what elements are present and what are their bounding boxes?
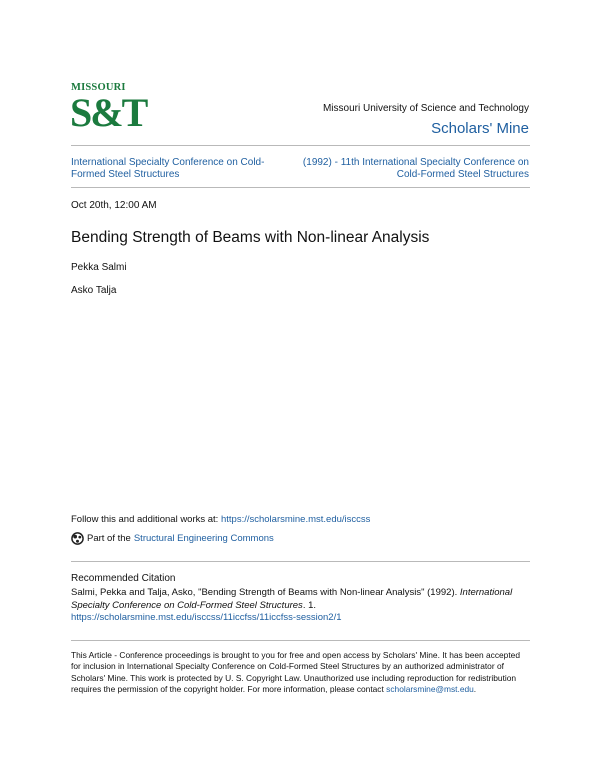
part-of-line (71, 532, 274, 545)
citation-suffix: . 1. (302, 599, 317, 611)
citation-journal: International Specialty Conference on Cold-Formed Steel Structures (71, 587, 513, 611)
contact-email-link[interactable]: scholarsmine@mst.edu (386, 683, 474, 694)
structural-engineering-commons-link[interactable]: Structural Engineering Commons (133, 533, 274, 544)
follow-line (71, 514, 370, 525)
missouri-st-logo (70, 82, 147, 138)
notice-end: . (473, 683, 477, 694)
recommended-citation-heading: Recommended Citation (71, 573, 176, 584)
follow-prefix: Follow this and additional works at: (71, 514, 221, 525)
conference-series-link[interactable]: International Specialty Conference on Cold-Formed Steel Structures (71, 157, 265, 180)
commons-network-icon (71, 532, 84, 545)
article-date: Oct 20th, 12:00 AM (71, 200, 157, 211)
access-notice (71, 650, 531, 695)
follow-url-link[interactable]: https://scholarsmine.mst.edu/isccss (220, 514, 371, 525)
citation-divider (71, 561, 530, 562)
logo-main-text: S&T (70, 90, 147, 135)
citation-main: Salmi, Pekka and Talja, Asko, "Bending Strength of Beams with Non-linear Analysis" (1992). (71, 587, 460, 598)
part-of-prefix: Part of the (87, 533, 131, 544)
university-name: Missouri University of Science and Technology (322, 103, 529, 114)
conference-divider (71, 187, 530, 188)
logo-top-text: MISSOURI (71, 82, 126, 93)
citation-url-link[interactable]: https://scholarsmine.mst.edu/isccss/11iccfss/11iccfss-session2/1 (71, 612, 342, 623)
author-name: Asko Talja (71, 285, 117, 296)
citation-text (71, 587, 531, 625)
conference-edition-link[interactable]: (1992) - 11th International Specialty Conference on Cold-Formed Steel Structures (302, 157, 529, 180)
author-name: Pekka Salmi (71, 262, 127, 273)
scholars-mine-link[interactable]: Scholars' Mine (431, 120, 529, 137)
article-title: Bending Strength of Beams with Non-linear Analysis (71, 229, 430, 246)
header-divider (71, 145, 530, 146)
notice-divider (71, 640, 530, 641)
notice-text: This Article - Conference proceedings is brought to you for free and open access by Scholars' Mine. It has been accepted for inclusion in International Specialty Conference on Cold-Formed Steel Structures by an authorized administrator of Scholars' Mine. This work is protected by U. S. Copyright Law. Unauthorized use including reproduction for redistribution requires the permission of the copyright holder. For more information, please contact (71, 650, 520, 694)
